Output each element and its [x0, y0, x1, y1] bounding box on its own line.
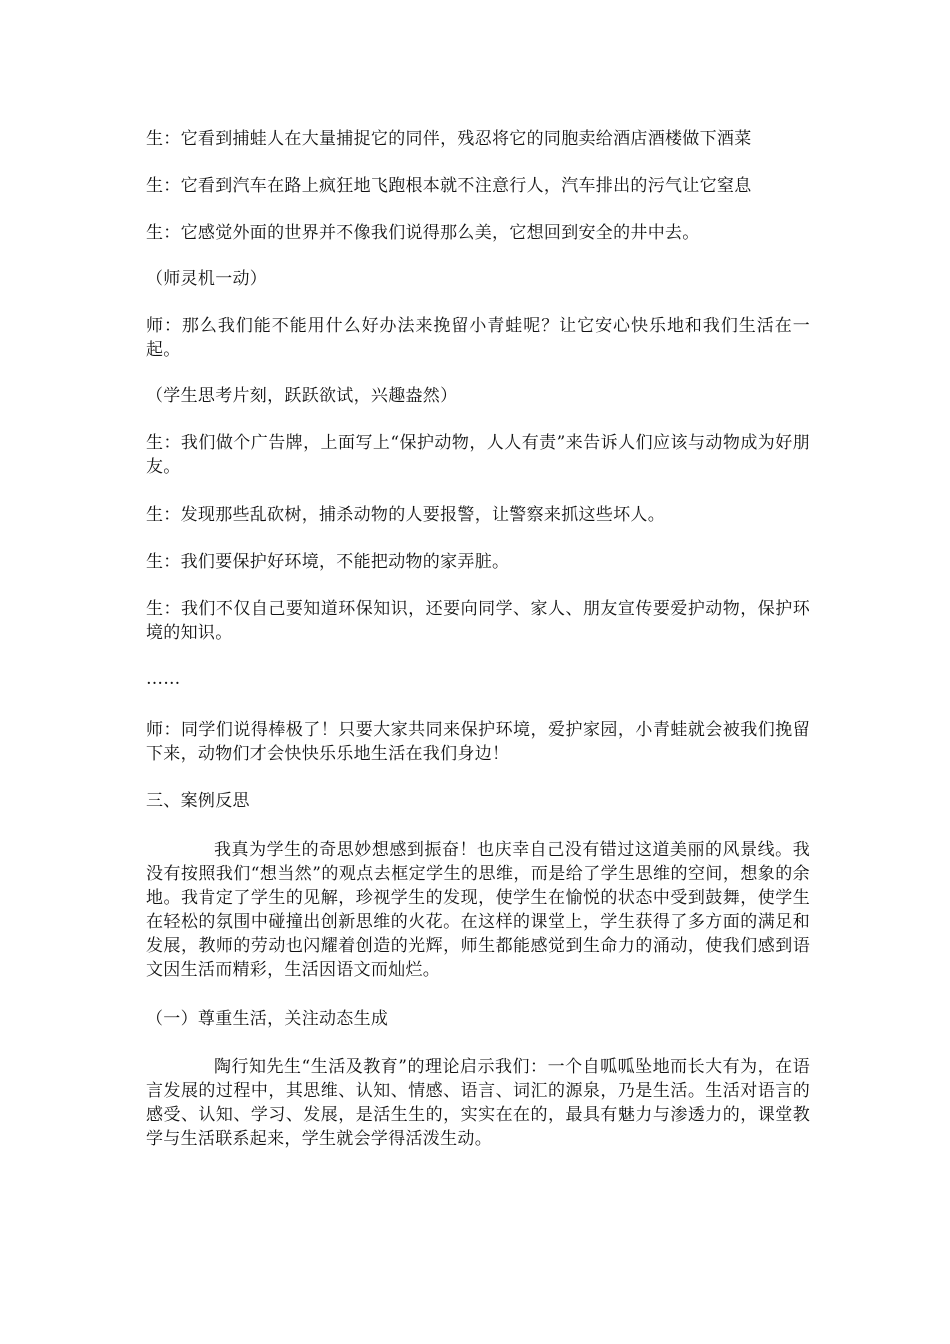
paragraph-ellipsis: …… [146, 669, 181, 689]
section-heading-case-reflection: 三、案例反思 [146, 791, 250, 811]
paragraph-teacher-praise: 师：同学们说得棒极了！只要大家共同来保护环境，爱护家园，小青蛙就会被我们挽留下来，动物们才会快快乐乐地生活在我们身边！ [146, 720, 810, 764]
paragraph-dialogue-7: 生：我们不仅自己要知道环保知识，还要向同学、家人、朋友宣传要爱护动物，保护环境的知识。 [146, 599, 810, 643]
paragraph-dialogue-6: 生：我们要保护好环境，不能把动物的家弄脏。 [146, 552, 510, 572]
paragraph-dialogue-3: 生：它感觉外面的世界并不像我们说得那么美，它想回到安全的井中去。 [146, 223, 700, 243]
subsection-heading-respect-life: （一）尊重生活，关注动态生成 [146, 1009, 389, 1029]
paragraph-tao-xingzhi: 陶行知先生“生活及教育”的理论启示我们：一个自呱呱坠地而长大有为，在语言发展的过程中，其思维、认知、情感、语言、词汇的源泉，乃是生活。生活对语言的感受、认知、学习、发展，是活生生的，实实在在的，最具有魅力与渗透力的，课堂教学与生活联系起来，学生就会学得活泼生动。 [146, 1057, 810, 1149]
paragraph-reflection: 我真为学生的奇思妙想感到振奋！也庆幸自己没有错过这道美丽的风景线。我没有按照我们“想当然”的观点去框定学生的思维，而是给了学生思维的空间，想象的余地。我肯定了学生的见解，珍视学生的发现，使学生在愉悦的状态中受到鼓舞，使学生在轻松的氛围中碰撞出创新思维的火花。在这样的课堂上，学生获得了多方面的满足和发展，教师的劳动也闪耀着创造的光辉，师生都能感觉到生命力的涌动，使我们感到语文因生活而精彩，生活因语文而灿烂。 [146, 840, 810, 980]
paragraph-stage-direction-1: （师灵机一动） [146, 269, 268, 289]
paragraph-dialogue-5: 生：发现那些乱砍树，捕杀动物的人要报警，让警察来抓这些坏人。 [146, 505, 665, 525]
paragraph-dialogue-1: 生：它看到捕蛙人在大量捕捉它的同伴，残忍将它的同胞卖给酒店酒楼做下酒菜 [146, 129, 752, 149]
paragraph-teacher-question: 师：那么我们能不能用什么好办法来挽留小青蛙呢？让它安心快乐地和我们生活在一起。 [146, 316, 810, 360]
paragraph-dialogue-4: 生：我们做个广告牌，上面写上“保护动物，人人有责”来告诉人们应该与动物成为好朋友。 [146, 433, 810, 477]
paragraph-stage-direction-2: （学生思考片刻，跃跃欲试，兴趣盎然） [146, 386, 458, 406]
paragraph-dialogue-2: 生：它看到汽车在路上疯狂地飞跑根本就不注意行人，汽车排出的污气让它窒息 [146, 176, 752, 196]
